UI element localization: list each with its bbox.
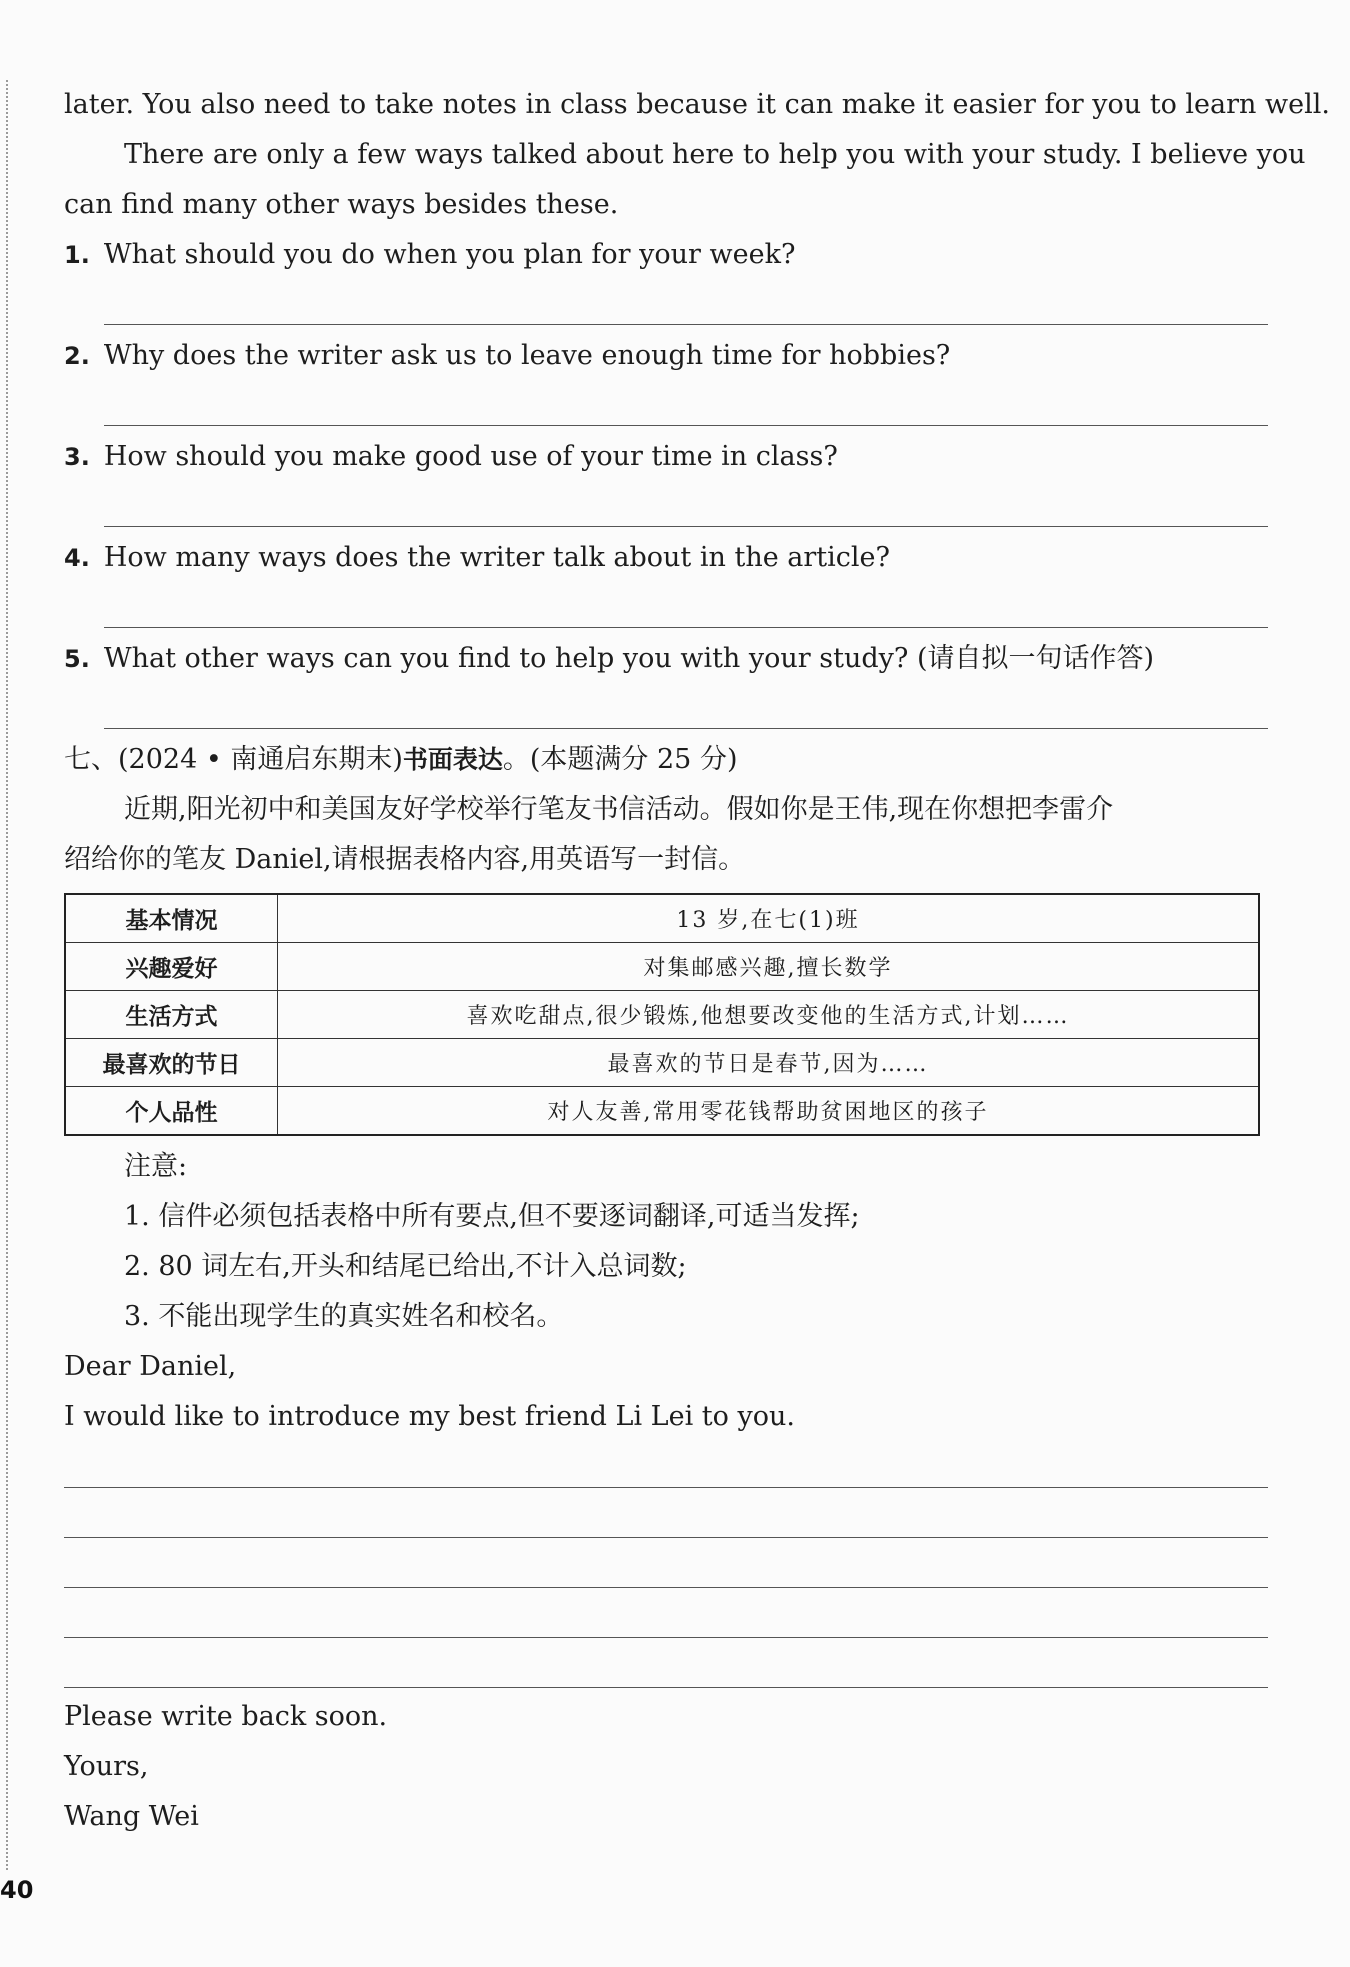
notes-item-3: 3. 不能出现学生的真实姓名和校名。 <box>124 1301 564 1332</box>
letter-signature: Wang Wei <box>64 1801 199 1832</box>
writing-line[interactable] <box>64 1442 1264 1492</box>
passage-line-3: can find many other ways besides these. <box>64 189 619 220</box>
question-1 <box>64 230 1264 331</box>
table-label: 基本情况 <box>65 894 278 943</box>
table-row <box>65 991 1259 1039</box>
table-label: 生活方式 <box>65 991 278 1039</box>
question-text: Why does the writer ask us to leave enough time for hobbies? <box>103 340 951 371</box>
answer-line[interactable] <box>64 583 1264 634</box>
question-2 <box>64 331 1264 432</box>
question-text: How should you make good use of your time in class? <box>103 441 838 472</box>
table-value: 对集邮感兴趣,擅长数学 <box>278 943 1260 991</box>
letter-closing: Please write back soon. <box>64 1701 388 1732</box>
table-value: 13 岁,在七(1)班 <box>278 894 1260 943</box>
question-text: What should you do when you plan for your week? <box>103 239 796 270</box>
answer-line[interactable] <box>64 482 1264 533</box>
writing-line[interactable] <box>64 1642 1264 1692</box>
table-row <box>65 1087 1259 1136</box>
section-heading-suffix: 。(本题满分 25 分) <box>502 744 738 775</box>
writing-line[interactable] <box>64 1542 1264 1592</box>
info-table <box>64 893 1260 1136</box>
binding-margin <box>6 80 8 1870</box>
writing-line[interactable] <box>64 1492 1264 1542</box>
answer-line[interactable] <box>64 280 1264 331</box>
question-number: 5. <box>64 645 90 673</box>
question-5 <box>64 634 1264 735</box>
table-value: 喜欢吃甜点,很少锻炼,他想要改变他的生活方式,计划…… <box>278 991 1260 1039</box>
page-number: 40 <box>0 1876 34 1904</box>
table-label: 个人品性 <box>65 1087 278 1136</box>
table-value: 最喜欢的节日是春节,因为…… <box>278 1039 1260 1087</box>
notes-title: 注意: <box>124 1151 188 1182</box>
notes-item-2: 2. 80 词左右,开头和结尾已给出,不计入总词数; <box>124 1251 687 1282</box>
section-heading-title: 书面表达 <box>402 745 503 774</box>
notes-item-1: 1. 信件必须包括表格中所有要点,但不要逐词翻译,可适当发挥; <box>124 1201 860 1232</box>
answer-line[interactable] <box>64 381 1264 432</box>
question-4 <box>64 533 1264 634</box>
answer-line[interactable] <box>64 684 1264 735</box>
table-row <box>65 894 1259 943</box>
table-label: 最喜欢的节日 <box>65 1039 278 1087</box>
question-number: 3. <box>64 443 90 471</box>
passage-line-1: later. You also need to take notes in class because it can make it easier for you to learn well. <box>64 89 1330 120</box>
question-number: 2. <box>64 342 90 370</box>
section-heading <box>64 735 1264 785</box>
section-intro-2: 绍给你的笔友 Daniel,请根据表格内容,用英语写一封信。 <box>64 844 746 875</box>
table-row <box>65 1039 1259 1087</box>
passage-line-2: There are only a few ways talked about here to help you with your study. I believe you <box>124 139 1306 170</box>
letter-opening: I would like to introduce my best friend Li Lei to you. <box>64 1401 795 1432</box>
question-number: 1. <box>64 241 90 269</box>
section-intro-1: 近期,阳光初中和美国友好学校举行笔友书信活动。假如你是王伟,现在你想把李雷介 <box>124 794 1114 825</box>
section-heading-prefix: 七、(2024 • 南通启东期末) <box>64 744 403 775</box>
letter-greeting: Dear Daniel, <box>64 1351 237 1382</box>
question-text: How many ways does the writer talk about in the article? <box>103 542 890 573</box>
letter-signoff: Yours, <box>64 1751 149 1782</box>
question-3 <box>64 432 1264 533</box>
table-label: 兴趣爱好 <box>65 943 278 991</box>
table-row <box>65 943 1259 991</box>
writing-line[interactable] <box>64 1592 1264 1642</box>
question-text: What other ways can you find to help you with your study? (请自拟一句话作答) <box>103 643 1155 674</box>
table-value: 对人友善,常用零花钱帮助贫困地区的孩子 <box>278 1087 1260 1136</box>
worksheet-page <box>64 80 1330 1842</box>
question-number: 4. <box>64 544 90 572</box>
